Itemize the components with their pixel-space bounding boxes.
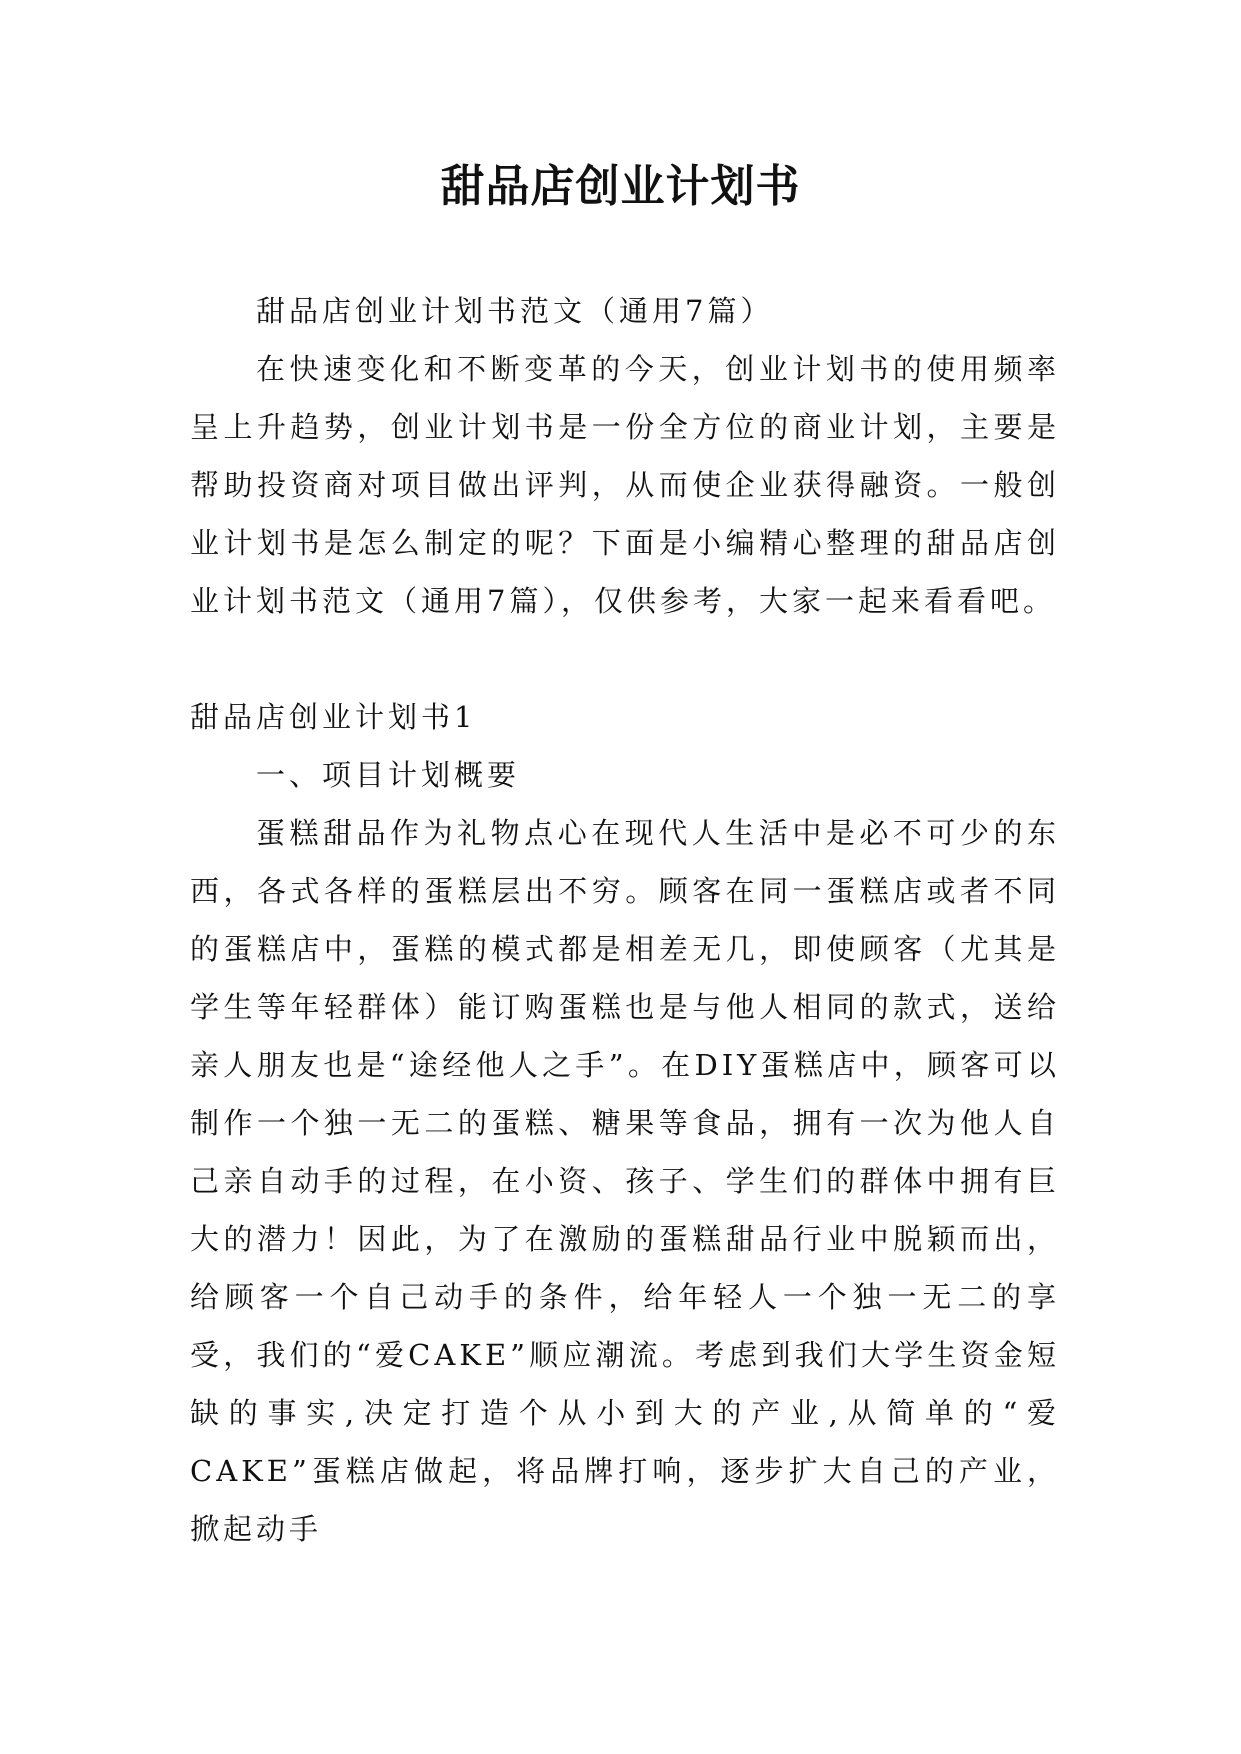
intro-paragraph: 在快速变化和不断变革的今天，创业计划书的使用频率呈上升趋势，创业计划书是一份全方位的商业计划，主要是帮助投资商对项目做出评判，从而使企业获得融资。一般创业计划书是怎么制定的呢？下面是小编精心整理的甜品店创业计划书范文（通用7篇），仅供参考，大家一起来看看吧。 bbox=[190, 352, 1060, 618]
document-body bbox=[190, 282, 1060, 1558]
section-heading: 一、项目计划概要 bbox=[256, 758, 521, 792]
subtitle-paragraph: 甜品店创业计划书范文（通用7篇） bbox=[256, 294, 774, 328]
section-paragraph: 蛋糕甜品作为礼物点心在现代人生活中是必不可少的东西，各式各样的蛋糕层出不穷。顾客在同一蛋糕店或者不同的蛋糕店中，蛋糕的模式都是相差无几，即使顾客（尤其是学生等年轻群体）能订购蛋糕也是与他人相同的款式，送给亲人朋友也是“途经他人之手”。在DIY蛋糕店中，顾客可以制作一个独一无二的蛋糕、糖果等食品，拥有一次为他人自己亲自动手的过程，在小资、孩子、学生们的群体中拥有巨大的潜力！因此，为了在激励的蛋糕甜品行业中脱颖而出，给顾客一个自己动手的条件，给年轻人一个独一无二的享受，我们的“爱CAKE”顺应潮流。考虑到我们大学生资金短缺的事实,决定打造个从小到大的产业,从简单的“爱CAKE”蛋糕店做起，将品牌打响，逐步扩大自己的产业，掀起动手 bbox=[190, 816, 1060, 1546]
section-title: 甜品店创业计划书1 bbox=[190, 700, 477, 734]
document-title: 甜品店创业计划书 bbox=[440, 161, 801, 212]
